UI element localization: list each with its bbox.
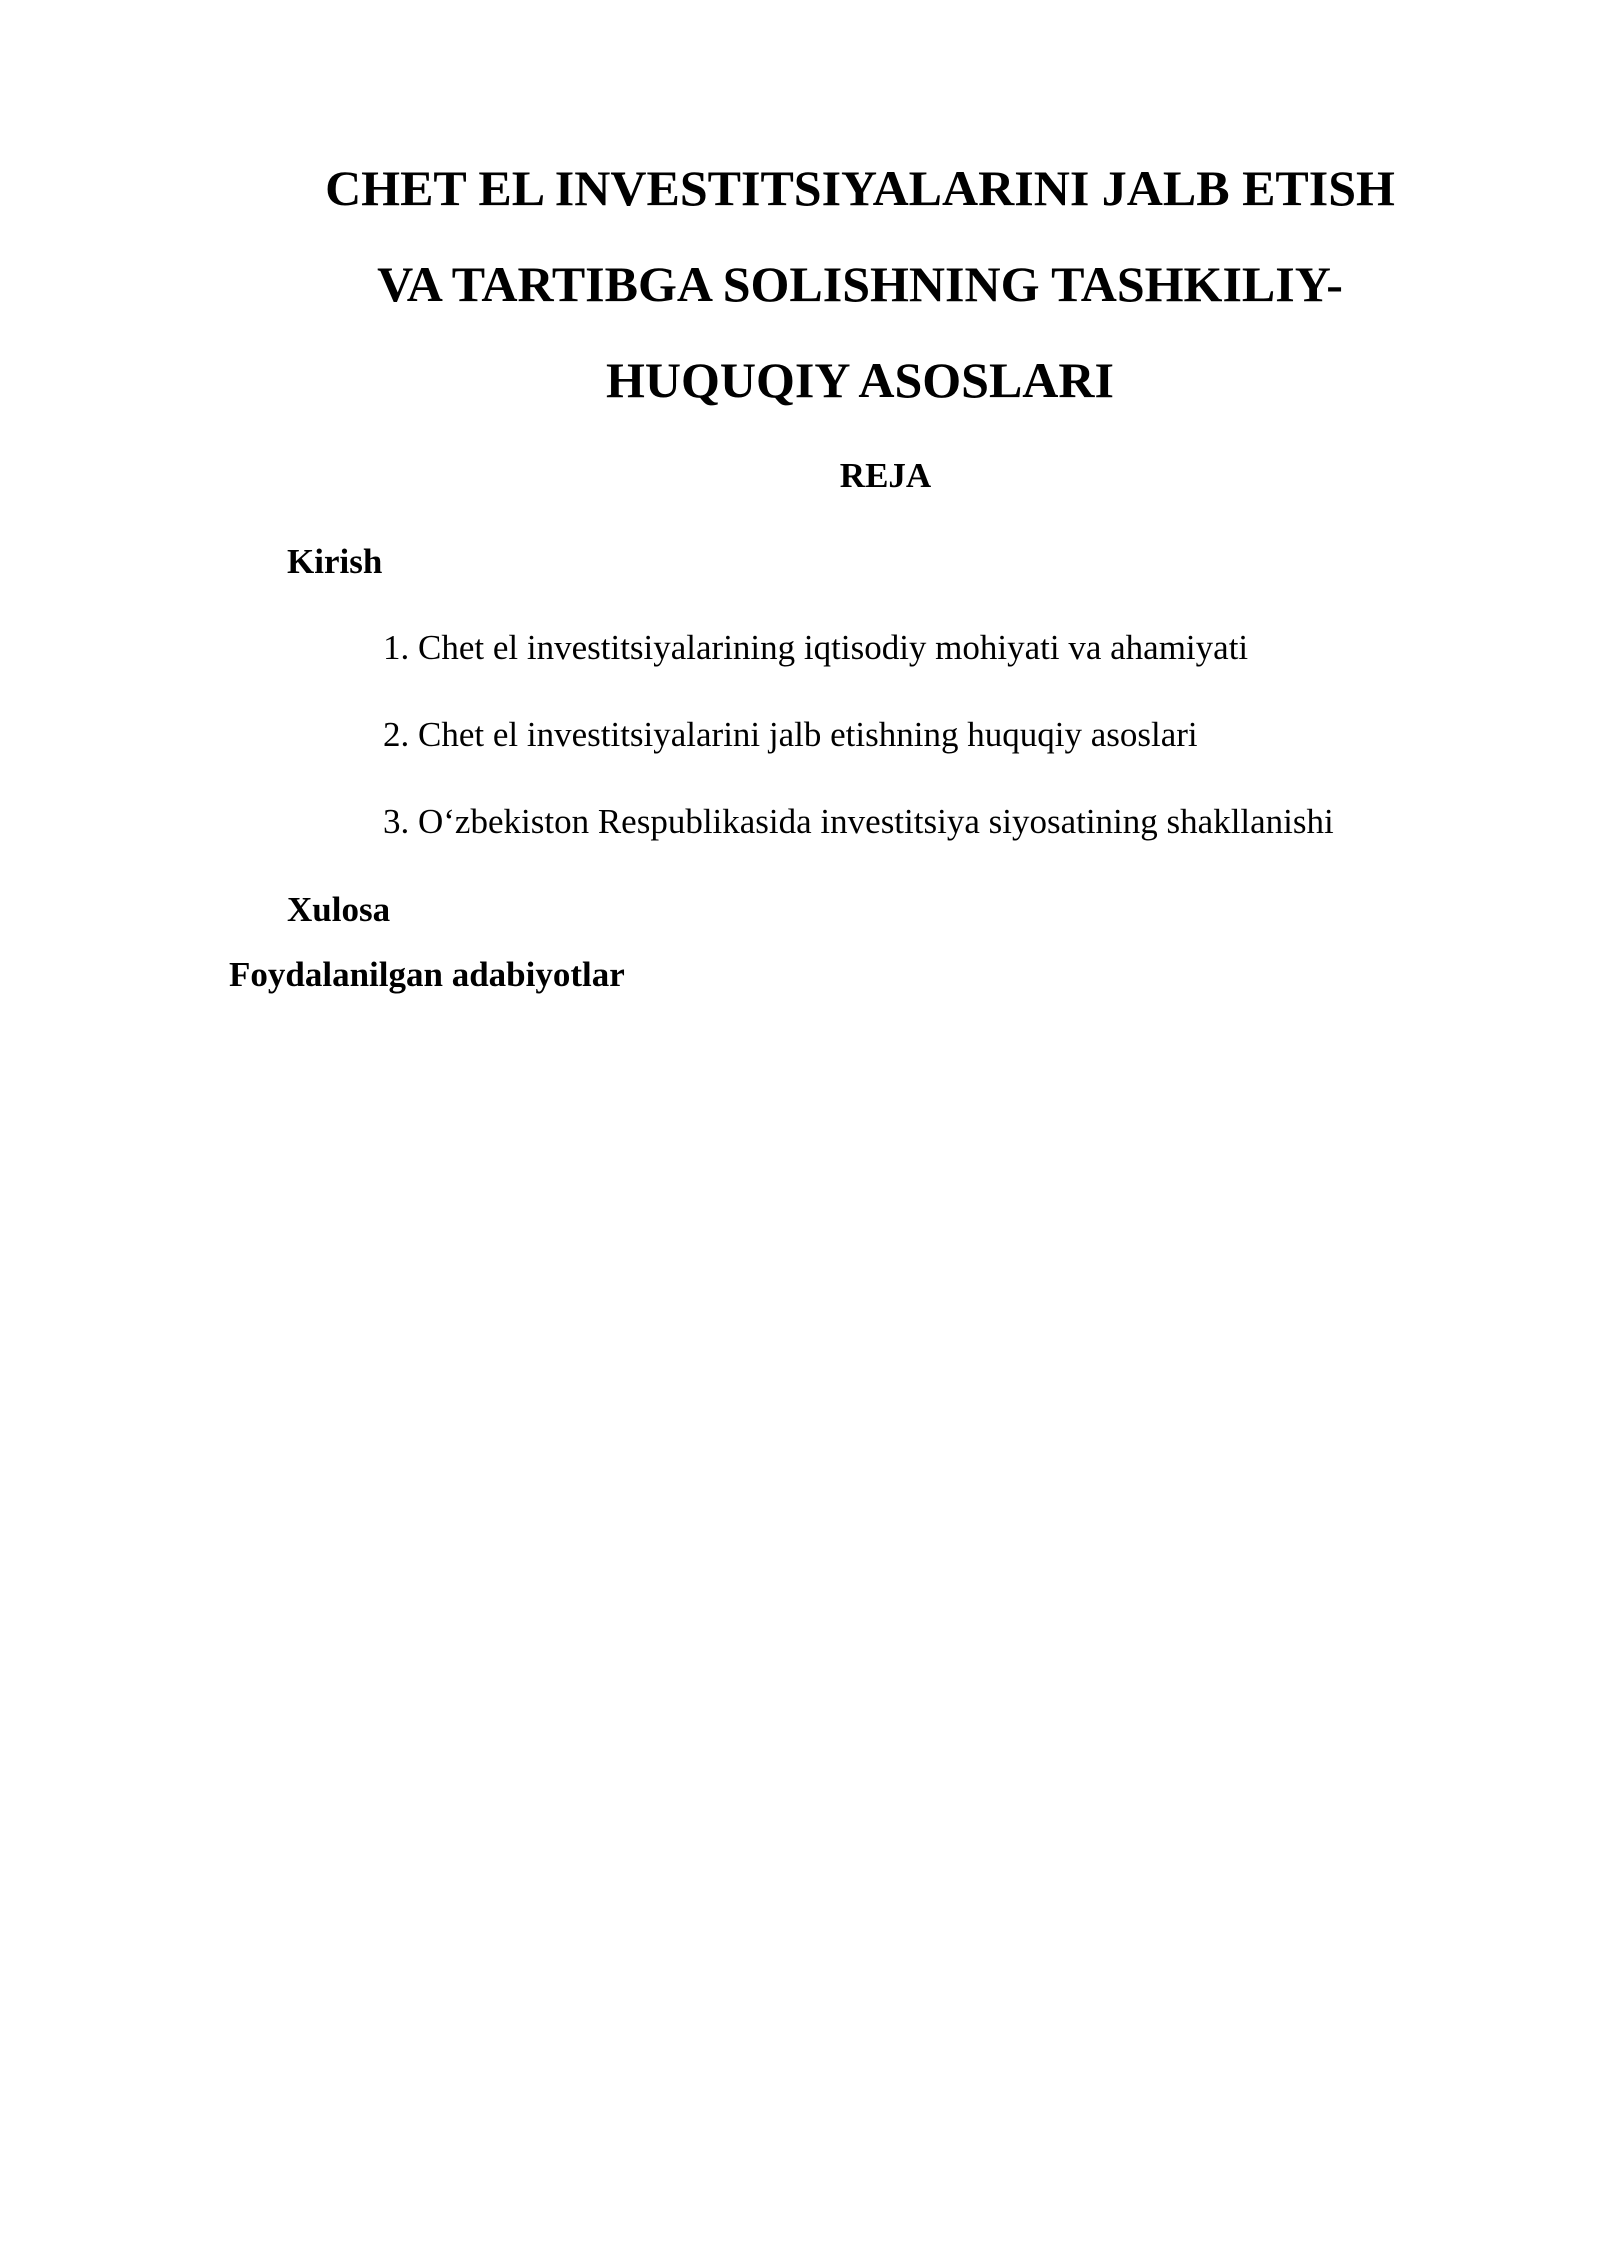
references-heading: Foydalanilgan adabiyotlar — [229, 955, 625, 994]
plan-list — [383, 624, 1334, 846]
title-line: CHET EL INVESTITSIYALARINI JALB ETISH — [325, 160, 1395, 216]
title-line: HUQUQIY ASOSLARI — [606, 352, 1114, 408]
plan-item: 1. Chet el investitsiyalarining iqtisodiy mohiyati va ahamiyati — [383, 628, 1249, 667]
document-title — [290, 140, 1430, 428]
intro-heading: Kirish — [287, 542, 383, 581]
title-line: VA TARTIBGA SOLISHNING TASHKILIY- — [377, 256, 1343, 312]
plan-item: 2. Chet el investitsiyalarini jalb etishning huquqiy asoslari — [383, 715, 1198, 754]
plan-item: 3. O‘zbekiston Respublikasida investitsiya siyosatining shakllanishi — [383, 802, 1334, 841]
plan-heading: REJA — [839, 456, 932, 495]
conclusion-heading: Xulosa — [287, 890, 391, 929]
